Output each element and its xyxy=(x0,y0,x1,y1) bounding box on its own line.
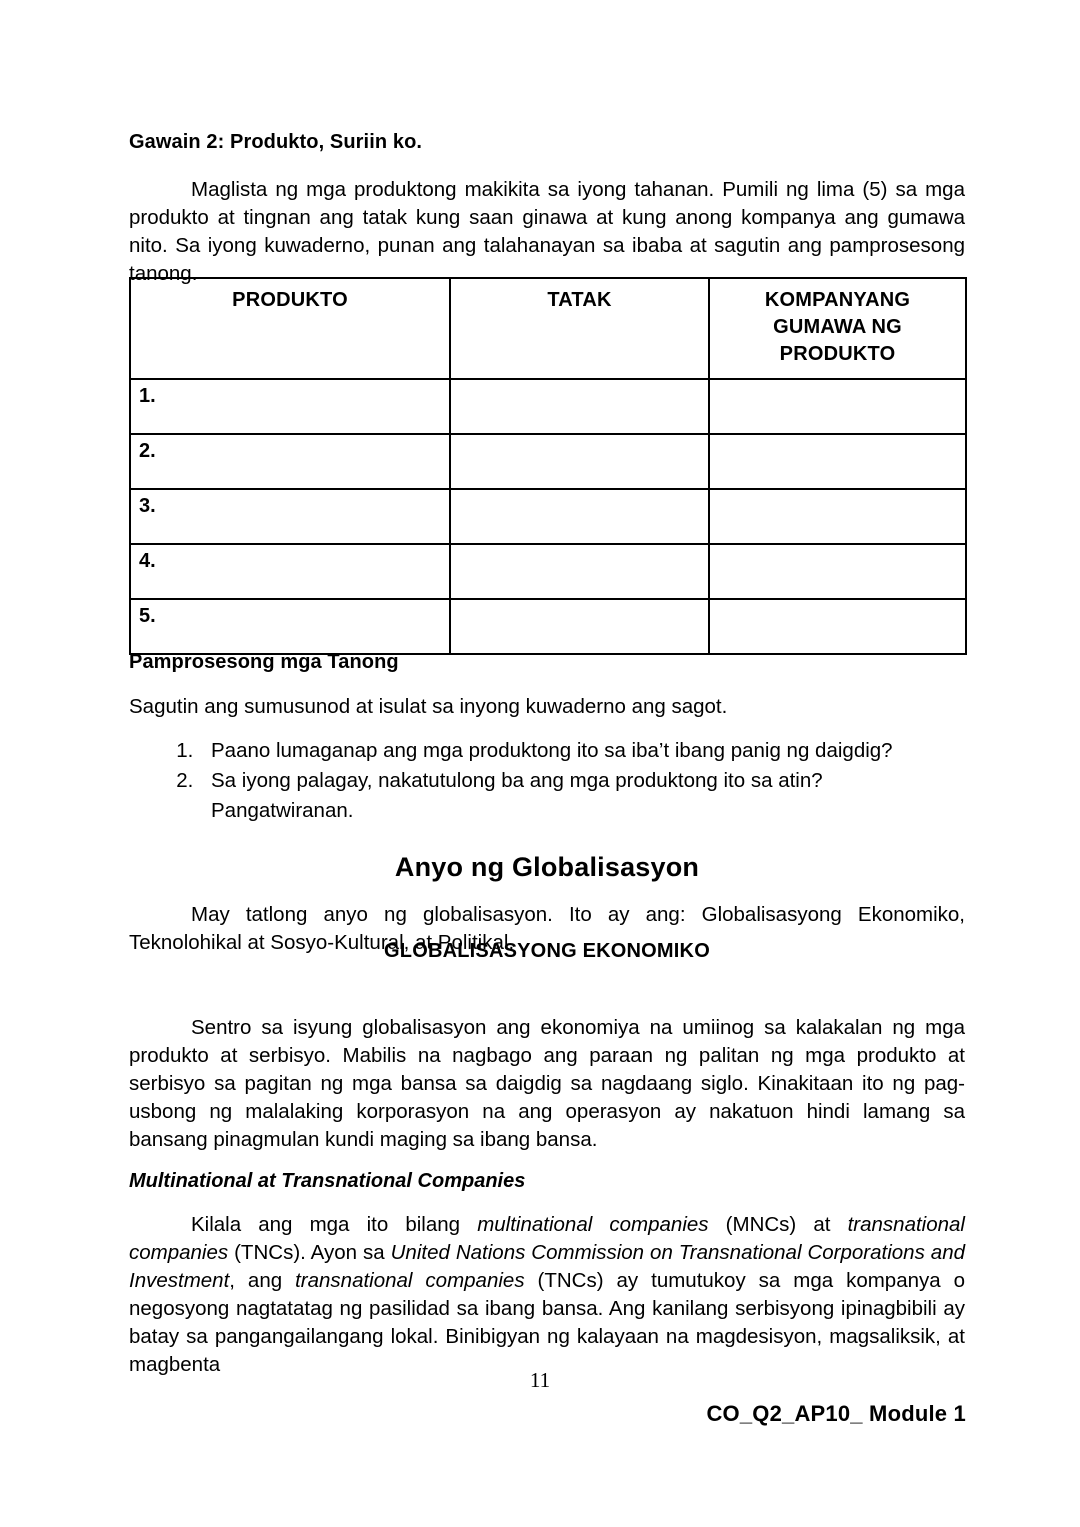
anyo-paragraph-text: May tatlong anyo ng globalisasyon. Ito ay ang: Globalisasyong Ekonomiko, Teknolohikal at Sosyo-Kultural, at Politikal. xyxy=(129,903,965,954)
pamprosesong-question-list xyxy=(129,736,965,826)
row-number-cell[interactable]: 3. xyxy=(130,489,450,544)
gawain-heading-text: Gawain 2: Produkto, Suriin ko. xyxy=(129,131,423,153)
table-header-kompanya-line-1: KOMPANYANG xyxy=(764,289,911,311)
question-list xyxy=(129,736,965,826)
table-header-produkto: PRODUKTO xyxy=(130,278,450,379)
activity-table-wrapper xyxy=(129,277,965,655)
table-header-kompanya-line-2: GUMAWA NG xyxy=(773,316,902,338)
row-number-cell[interactable]: 5. xyxy=(130,599,450,654)
table-header-kompanya xyxy=(709,278,966,379)
row-tatak-cell[interactable] xyxy=(450,434,709,489)
row-kompanya-cell[interactable] xyxy=(709,434,966,489)
gawain-heading xyxy=(129,128,965,156)
row-tatak-cell[interactable] xyxy=(450,599,709,654)
list-item: 2. Sa iyong palagay, nakatutulong ba ang mga produktong ito sa atin? Pangatwiranan. xyxy=(199,766,965,826)
pamprosesong-heading-text: Pamprosesong mga Tanong xyxy=(129,651,399,673)
ekonomiko-heading-text: GLOBALISASYONG EKONOMIKO xyxy=(384,940,710,962)
mnc-heading-text: Multinational at Transnational Companies xyxy=(129,1170,526,1192)
row-tatak-cell[interactable] xyxy=(450,489,709,544)
pamprosesong-intro-text: Sagutin ang sumusunod at isulat sa inyong kuwaderno ang sagot. xyxy=(129,695,728,718)
row-kompanya-cell[interactable] xyxy=(709,599,966,654)
section-title-text: Anyo ng Globalisasyon xyxy=(394,852,700,882)
table-row xyxy=(130,599,966,654)
table-row xyxy=(130,379,966,434)
pamprosesong-heading xyxy=(129,648,965,676)
row-number-cell[interactable]: 4. xyxy=(130,544,450,599)
gawain-instructions xyxy=(129,176,965,288)
row-kompanya-cell[interactable] xyxy=(709,544,966,599)
ekonomiko-heading xyxy=(129,940,965,963)
table-header-kompanya-line-3: PRODUKTO xyxy=(779,343,896,365)
table-header-tatak: TATAK xyxy=(450,278,709,379)
section-title xyxy=(129,852,965,883)
mnc-paragraph xyxy=(129,1211,965,1379)
table-header-row xyxy=(130,278,966,379)
ekonomiko-paragraph xyxy=(129,1014,965,1154)
row-tatak-cell[interactable] xyxy=(450,544,709,599)
row-number-cell[interactable]: 2. xyxy=(130,434,450,489)
pamprosesong-intro xyxy=(129,693,965,721)
list-item: 1. Paano lumaganap ang mga produktong ito sa iba’t ibang panig ng daigdig? xyxy=(199,736,965,766)
row-kompanya-cell[interactable] xyxy=(709,489,966,544)
page-number: 11 xyxy=(529,1368,551,1392)
table-row xyxy=(130,544,966,599)
row-tatak-cell[interactable] xyxy=(450,379,709,434)
gawain-instructions-text: Maglista ng mga produktong makikita sa iyong tahanan. Pumili ng lima (5) sa mga produkto at tingnan ang tatak kung saan ginawa at kung anong kompanya ang gumawa nito. Sa iyong kuwaderno, punan ang talahanayan sa ibaba at sagutin ang pamprosesong tanong. xyxy=(129,178,965,285)
table-row xyxy=(130,489,966,544)
mnc-paragraph-text: Kilala ang mga ito bilang multinational companies (MNCs) at transnational companies (TNCs). Ayon sa United Nations Commission on Transnational Corporations and Investment, ang transnational companies (TNCs) ay tumutukoy sa mga kompanya o negosyong nagtatatag ng pasilidad sa ibang bansa. Ang kanilang serbisyong ipinagbibili ay batay sa pangangailangang lokal. Binibigyan ng kalayaan na magdesisyon, magsaliksik, at magbenta xyxy=(129,1213,966,1376)
footer-module-label: CO_Q2_AP10_ Module 1 xyxy=(706,1401,966,1426)
mnc-heading xyxy=(129,1167,965,1195)
activity-table xyxy=(129,277,967,655)
table-row xyxy=(130,434,966,489)
row-number-cell[interactable]: 1. xyxy=(130,379,450,434)
row-kompanya-cell[interactable] xyxy=(709,379,966,434)
ekonomiko-paragraph-text: Sentro sa isyung globalisasyon ang ekonomiya na umiinog sa kalakalan ng mga produkto at serbisyo. Mabilis na nagbago ang paraan ng palitan ng mga produkto at serbisyo sa pagitan ng mga bansa sa daigdig sa nagdaang siglo. Kinakitaan ito ng pag-usbong ng malalaking korporasyon na ang operasyon ay nakatuon hindi lamang sa bansang pinagmulan kundi maging sa ibang bansa. xyxy=(129,1016,965,1151)
